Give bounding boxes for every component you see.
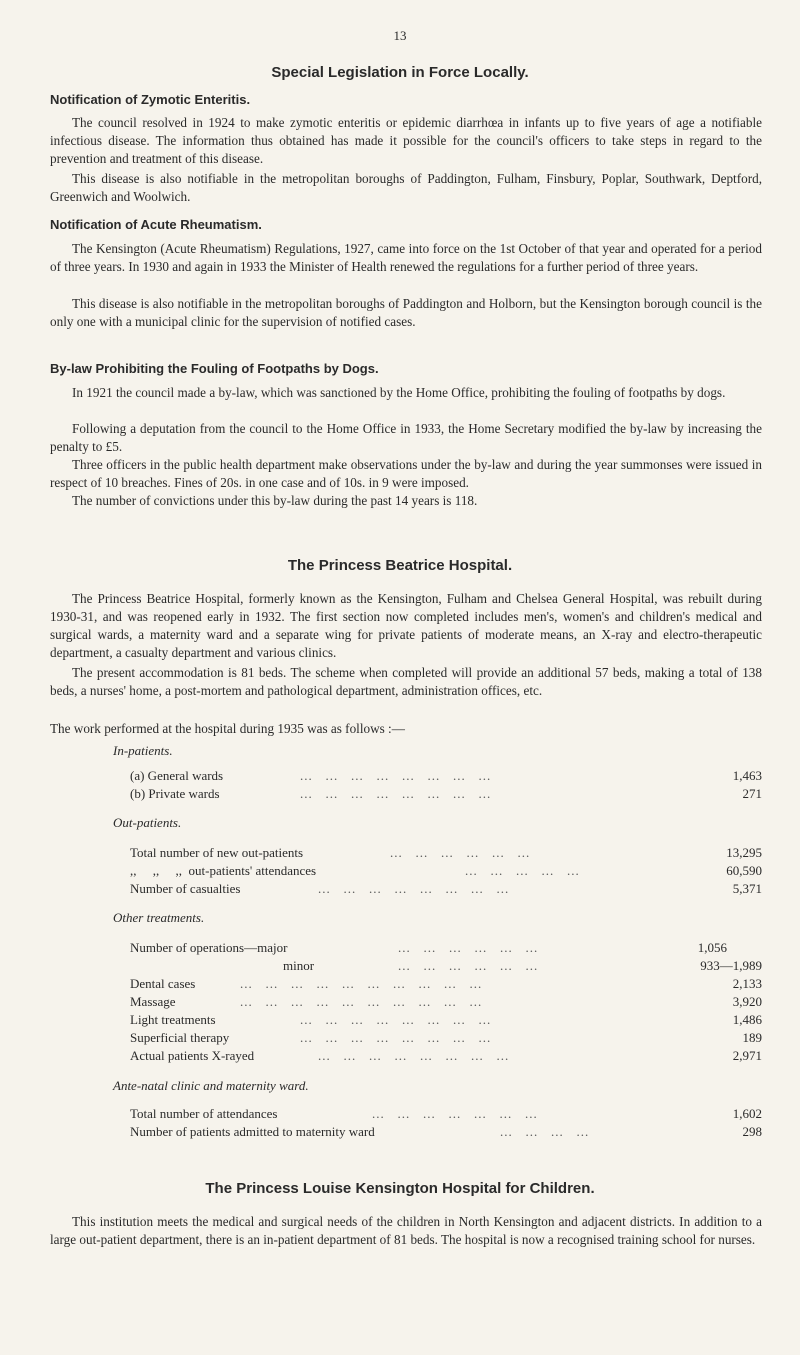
table-row-operations-major <box>0 940 800 958</box>
table-row <box>0 1012 800 1030</box>
row-label: minor <box>283 958 315 973</box>
row-value: 2,133 <box>732 976 762 991</box>
row-label: ,, ,, ,, out-patients' attendances <box>130 863 317 878</box>
paragraph <box>50 664 762 700</box>
paragraph <box>50 240 762 276</box>
row-label: Number of operations—major <box>130 940 288 955</box>
section-title-special-legislation: Special Legislation in Force Locally. <box>271 64 529 81</box>
row-label: Total number of attendances <box>130 1106 278 1121</box>
row-value: 189 <box>742 1030 762 1045</box>
heading-other-treatments: Other treatments. <box>113 910 205 925</box>
paragraph-text: The number of convictions under this by-law during the past 14 years is 118. <box>72 493 478 508</box>
table-row <box>0 1124 800 1142</box>
row-label: Total number of new out-patients <box>130 845 304 860</box>
table-row <box>0 976 800 994</box>
operations-total-value: —1,989 <box>719 958 762 973</box>
paragraph <box>50 170 762 206</box>
row-label: Massage <box>130 994 176 1009</box>
leader-dots: ... ... ... ... ... ... ... ... ... ... <box>240 976 483 991</box>
heading-acute-rheumatism: Notification of Acute Rheumatism. <box>50 217 262 232</box>
leader-dots: ... ... ... ... ... ... ... ... ... ... <box>240 994 483 1009</box>
heading-dog-fouling-bylaw: By-law Prohibiting the Fouling of Footpaths by Dogs. <box>50 361 379 376</box>
heading-out-patients: Out-patients. <box>113 815 182 830</box>
table-row <box>0 786 800 804</box>
paragraph-text: This disease is also notifiable in the metropolitan boroughs of Paddington, Fulham, Finsbury, Poplar, Southwark, Deptford, Greenwich and Woolwich. <box>50 171 762 204</box>
row-label: Number of casualties <box>130 881 241 896</box>
row-value: 1,463 <box>732 768 762 783</box>
leader-dots: ... ... ... ... ... ... ... ... <box>318 1048 510 1063</box>
paragraph-text: The work performed at the hospital during 1935 was as follows :— <box>50 721 405 736</box>
paragraph-text: In 1921 the council made a by-law, which was sanctioned by the Home Office, prohibiting the fouling of footpaths by dogs. <box>72 385 726 400</box>
table-row <box>0 845 800 863</box>
table-row <box>0 863 800 881</box>
row-label: (a) General wards <box>130 768 224 783</box>
leader-dots: ... ... ... ... ... ... <box>398 958 539 973</box>
leader-dots: ... ... ... ... ... <box>465 863 580 878</box>
row-value: 2,971 <box>732 1048 762 1063</box>
table-row <box>0 1030 800 1048</box>
row-label: (b) Private wards <box>130 786 220 801</box>
paragraph-text: The council resolved in 1924 to make zymotic enteritis or epidemic diarrhœa in infants up to five years of age a notifiable infectious disease. The information thus obtained has made it possible for the council's officers to take steps in regard to the prevention and treatment of this disease. <box>50 115 762 166</box>
row-label: Number of patients admitted to maternity ward <box>130 1124 375 1139</box>
row-value: 298 <box>742 1124 762 1139</box>
leader-dots: ... ... ... ... ... ... ... ... <box>300 786 492 801</box>
row-label: Superficial therapy <box>130 1030 230 1045</box>
table-row <box>0 994 800 1012</box>
table-row <box>0 1106 800 1124</box>
row-value: 1,486 <box>732 1012 762 1027</box>
leader-dots: ... ... ... ... ... ... ... ... <box>318 881 510 896</box>
row-value <box>700 958 762 974</box>
leader-dots: ... ... ... ... ... ... ... ... <box>300 1030 492 1045</box>
row-value: 271 <box>742 786 762 801</box>
leader-dots: ... ... ... ... ... ... ... <box>372 1106 538 1121</box>
section-title-princess-louise: The Princess Louise Kensington Hospital for Children. <box>205 1180 595 1197</box>
leader-dots: ... ... ... ... ... ... ... ... <box>300 1012 492 1027</box>
row-value: 3,920 <box>732 994 762 1009</box>
paragraph-text: Three officers in the public health department make observations under the by-law and during the year summonses were issued in respect of 10 breaches. Fines of 20s. in one case and of 10s. in 9 were imposed. <box>50 457 762 490</box>
row-value: 60,590 <box>726 863 762 878</box>
paragraph-text: This disease is also notifiable in the metropolitan boroughs of Paddington and Holborn, but the Kensington borough council is the only one with a municipal clinic for the supervision of notified cases. <box>50 296 762 329</box>
heading-antenatal: Ante-natal clinic and maternity ward. <box>113 1078 309 1093</box>
row-value: 5,371 <box>732 881 762 896</box>
table-row <box>0 881 800 899</box>
heading-zymotic-enteritis: Notification of Zymotic Enteritis. <box>50 92 251 107</box>
row-subvalue: 1,056 <box>697 940 727 955</box>
row-label: Actual patients X-rayed <box>130 1048 255 1063</box>
leader-dots: ... ... ... ... ... ... ... ... <box>300 768 492 783</box>
row-value: 13,295 <box>726 845 762 860</box>
heading-in-patients: In-patients. <box>113 743 173 758</box>
table-row-operations-minor <box>0 958 800 976</box>
paragraph <box>50 384 762 402</box>
paragraph-text: Following a deputation from the council to the Home Office in 1933, the Home Secretary modified the by-law by increasing the penalty to £5. <box>50 421 762 454</box>
row-label: Light treatments <box>130 1012 216 1027</box>
paragraph <box>50 114 762 168</box>
leader-dots: ... ... ... ... ... ... <box>390 845 531 860</box>
table-row <box>0 768 800 786</box>
paragraph <box>50 1213 762 1249</box>
operations-minor-value: 933 <box>700 958 720 973</box>
paragraph-intro <box>50 720 762 738</box>
paragraph-text: The Kensington (Acute Rheumatism) Regulations, 1927, came into force on the 1st October of that year and operated for a period of three years. In 1930 and again in 1933 the Minister of Health renewed the regulations for a further period of three years. <box>50 241 762 274</box>
paragraph <box>50 590 762 662</box>
paragraph-text: This institution meets the medical and surgical needs of the children in North Kensington and adjacent districts. In addition to a large out-patient department, there is an in-patient department of 81 beds. The hospital is now a recognised training school for nurses. <box>50 1214 762 1247</box>
page-number: 13 <box>393 28 407 43</box>
paragraph <box>50 295 762 331</box>
table-row <box>0 1048 800 1066</box>
leader-dots: ... ... ... ... ... ... <box>398 940 539 955</box>
paragraph <box>50 492 762 510</box>
leader-dots: ... ... ... ... <box>500 1124 590 1139</box>
paragraph-text: The Princess Beatrice Hospital, formerly known as the Kensington, Fulham and Chelsea General Hospital, was rebuilt during 1930-31, and was reopened early in 1932. The first section now completed includes men's, women's and children's medical and surgical wards, a maternity ward and a separate wing for private patients of moderate means, an X-ray and electro-therapeutic department, a casualty department and various clinics. <box>50 591 762 660</box>
paragraph <box>50 456 762 492</box>
section-title-princess-beatrice: The Princess Beatrice Hospital. <box>287 557 513 574</box>
row-value: 1,602 <box>732 1106 762 1121</box>
row-label: Dental cases <box>130 976 196 991</box>
paragraph <box>50 420 762 456</box>
paragraph-text: The present accommodation is 81 beds. The scheme when completed will provide an additional 57 beds, making a total of 138 beds, a nurses' home, a post-mortem and pathological department, administration offices, etc. <box>50 665 762 698</box>
